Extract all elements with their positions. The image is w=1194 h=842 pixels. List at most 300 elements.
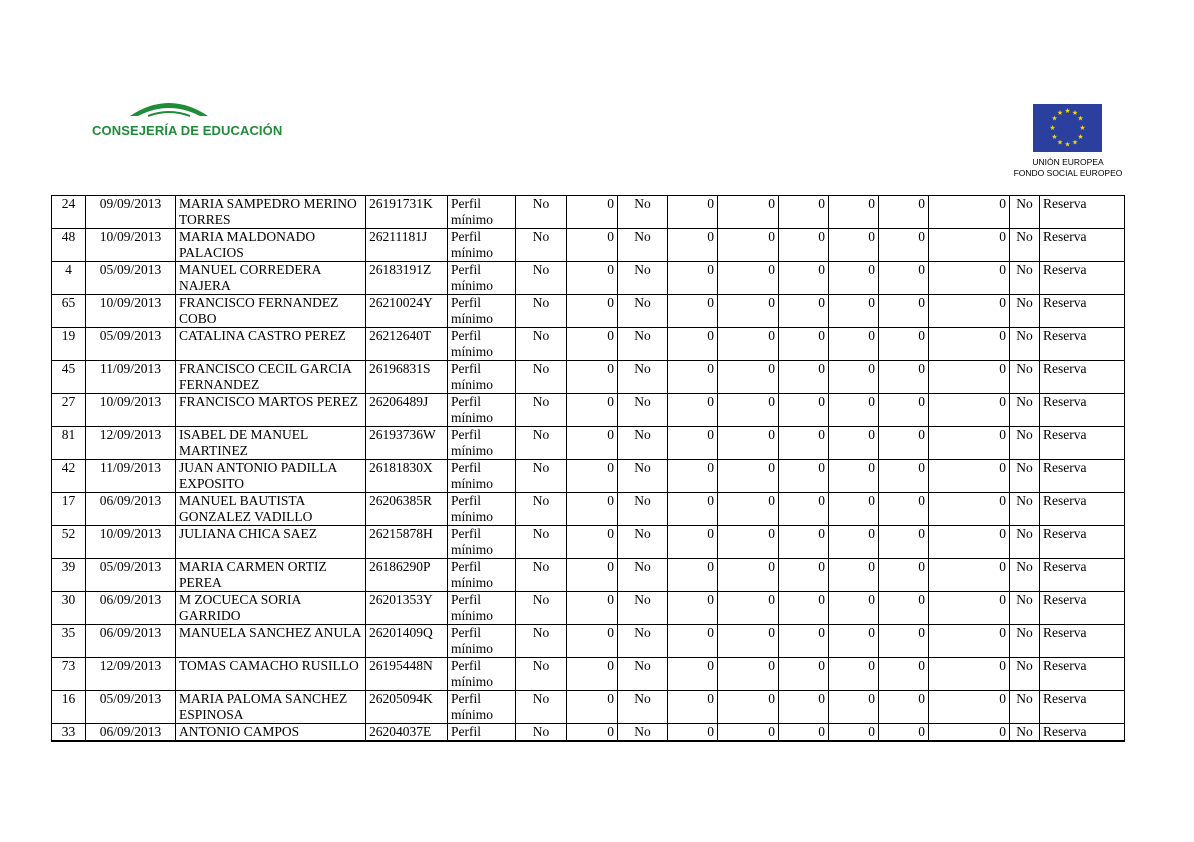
row-date: 06/09/2013 [86, 724, 176, 742]
row-col-2: 0 [567, 229, 618, 262]
row-col-4: 0 [668, 658, 718, 691]
row-col-6: 0 [779, 196, 829, 229]
row-date: 05/09/2013 [86, 691, 176, 724]
table-row [52, 196, 1125, 229]
row-col-9: 0 [929, 229, 1010, 262]
row-col-10: No [1010, 229, 1040, 262]
eu-flag-icon [1033, 104, 1102, 152]
row-perfil: Perfil mínimo [448, 658, 516, 691]
svg-text:★: ★ [1049, 124, 1056, 132]
row-number: 33 [52, 724, 86, 742]
row-col-8: 0 [879, 658, 929, 691]
row-col-9: 0 [929, 691, 1010, 724]
row-col-3: No [618, 526, 668, 559]
row-dni: 26215878H [366, 526, 448, 559]
row-col-7: 0 [829, 724, 879, 742]
row-col-1: No [516, 625, 567, 658]
row-perfil: Perfil mínimo [448, 592, 516, 625]
row-dni: 26186290P [366, 559, 448, 592]
row-dni: 26196831S [366, 361, 448, 394]
row-estado: Reserva [1040, 493, 1125, 526]
row-col-8: 0 [879, 724, 929, 742]
svg-text:★: ★ [1064, 107, 1071, 115]
row-col-3: No [618, 559, 668, 592]
row-col-1: No [516, 592, 567, 625]
row-col-4: 0 [668, 196, 718, 229]
table-row [52, 658, 1125, 691]
table-row [52, 229, 1125, 262]
row-col-8: 0 [879, 361, 929, 394]
row-name: ISABEL DE MANUEL MARTINEZ [176, 427, 366, 460]
row-col-10: No [1010, 493, 1040, 526]
svg-text:★: ★ [1071, 109, 1079, 117]
row-col-1: No [516, 229, 567, 262]
row-name: CATALINA CASTRO PEREZ [176, 328, 366, 361]
row-col-2: 0 [567, 394, 618, 427]
row-col-9: 0 [929, 427, 1010, 460]
row-date: 10/09/2013 [86, 295, 176, 328]
svg-text:★: ★ [1064, 140, 1071, 149]
row-col-2: 0 [567, 559, 618, 592]
row-name: JUAN ANTONIO PADILLA EXPOSITO [176, 460, 366, 493]
row-col-7: 0 [829, 460, 879, 493]
row-col-8: 0 [879, 460, 929, 493]
row-col-5: 0 [718, 427, 779, 460]
row-date: 10/09/2013 [86, 394, 176, 427]
row-name: JULIANA CHICA SAEZ [176, 526, 366, 559]
row-dni: 26191731K [366, 196, 448, 229]
table-row [52, 262, 1125, 295]
row-col-2: 0 [567, 196, 618, 229]
row-col-4: 0 [668, 691, 718, 724]
row-col-4: 0 [668, 328, 718, 361]
candidates-table [51, 195, 1125, 742]
row-perfil: Perfil mínimo [448, 262, 516, 295]
row-col-3: No [618, 361, 668, 394]
row-number: 45 [52, 361, 86, 394]
row-col-5: 0 [718, 526, 779, 559]
row-col-2: 0 [567, 361, 618, 394]
row-col-9: 0 [929, 196, 1010, 229]
row-col-8: 0 [879, 196, 929, 229]
row-dni: 26183191Z [366, 262, 448, 295]
row-number: 16 [52, 691, 86, 724]
row-perfil: Perfil mínimo [448, 229, 516, 262]
row-col-8: 0 [879, 394, 929, 427]
row-dni: 26212640T [366, 328, 448, 361]
row-estado: Reserva [1040, 427, 1125, 460]
row-col-2: 0 [567, 328, 618, 361]
row-col-4: 0 [668, 526, 718, 559]
row-col-7: 0 [829, 229, 879, 262]
row-col-1: No [516, 559, 567, 592]
row-number: 81 [52, 427, 86, 460]
row-estado: Reserva [1040, 658, 1125, 691]
row-col-8: 0 [879, 592, 929, 625]
row-col-5: 0 [718, 559, 779, 592]
row-number: 39 [52, 559, 86, 592]
row-col-3: No [618, 229, 668, 262]
row-col-10: No [1010, 295, 1040, 328]
row-col-1: No [516, 262, 567, 295]
row-name: TOMAS CAMACHO RUSILLO [176, 658, 366, 691]
row-col-2: 0 [567, 724, 618, 742]
row-col-9: 0 [929, 460, 1010, 493]
row-name: MANUEL CORREDERA NAJERA [176, 262, 366, 295]
row-perfil: Perfil mínimo [448, 427, 516, 460]
row-dni: 26206489J [366, 394, 448, 427]
row-col-3: No [618, 493, 668, 526]
row-estado: Reserva [1040, 559, 1125, 592]
row-col-1: No [516, 427, 567, 460]
row-col-6: 0 [779, 262, 829, 295]
row-name: MARIA PALOMA SANCHEZ ESPINOSA [176, 691, 366, 724]
row-estado: Reserva [1040, 262, 1125, 295]
table-row [52, 328, 1125, 361]
row-col-6: 0 [779, 394, 829, 427]
row-col-8: 0 [879, 427, 929, 460]
row-perfil: Perfil mínimo [448, 394, 516, 427]
svg-text:★: ★ [1056, 138, 1064, 147]
row-estado: Reserva [1040, 229, 1125, 262]
row-number: 19 [52, 328, 86, 361]
svg-text:★: ★ [1051, 114, 1058, 123]
row-col-8: 0 [879, 262, 929, 295]
row-col-5: 0 [718, 262, 779, 295]
row-col-9: 0 [929, 328, 1010, 361]
row-col-1: No [516, 394, 567, 427]
row-name: M ZOCUECA SORIA GARRIDO [176, 592, 366, 625]
row-dni: 26211181J [366, 229, 448, 262]
row-col-6: 0 [779, 229, 829, 262]
row-date: 11/09/2013 [86, 361, 176, 394]
row-perfil: Perfil mínimo [448, 559, 516, 592]
row-estado: Reserva [1040, 196, 1125, 229]
row-col-7: 0 [829, 427, 879, 460]
row-col-6: 0 [779, 361, 829, 394]
svg-text:★: ★ [1071, 138, 1079, 147]
row-estado: Reserva [1040, 526, 1125, 559]
row-col-3: No [618, 328, 668, 361]
row-col-4: 0 [668, 229, 718, 262]
row-col-5: 0 [718, 592, 779, 625]
row-col-7: 0 [829, 691, 879, 724]
row-col-2: 0 [567, 592, 618, 625]
row-col-4: 0 [668, 625, 718, 658]
row-dni: 26205094K [366, 691, 448, 724]
row-col-6: 0 [779, 427, 829, 460]
row-col-2: 0 [567, 658, 618, 691]
table-row [52, 724, 1125, 742]
row-col-9: 0 [929, 295, 1010, 328]
eu-logo [1008, 104, 1128, 180]
row-date: 06/09/2013 [86, 592, 176, 625]
consejeria-logo-text: CONSEJERÍA DE EDUCACIÓN [92, 123, 283, 138]
row-col-7: 0 [829, 328, 879, 361]
table-row [52, 526, 1125, 559]
svg-text:★: ★ [1056, 109, 1064, 117]
table-row [52, 460, 1125, 493]
row-col-4: 0 [668, 559, 718, 592]
row-col-10: No [1010, 262, 1040, 295]
row-col-5: 0 [718, 493, 779, 526]
row-col-7: 0 [829, 625, 879, 658]
row-col-7: 0 [829, 262, 879, 295]
row-col-2: 0 [567, 460, 618, 493]
row-number: 27 [52, 394, 86, 427]
row-perfil: Perfil mínimo [448, 361, 516, 394]
row-col-9: 0 [929, 559, 1010, 592]
row-col-2: 0 [567, 493, 618, 526]
row-col-7: 0 [829, 394, 879, 427]
row-dni: 26204037E [366, 724, 448, 742]
row-col-10: No [1010, 328, 1040, 361]
row-estado: Reserva [1040, 625, 1125, 658]
row-perfil: Perfil mínimo [448, 295, 516, 328]
row-col-9: 0 [929, 658, 1010, 691]
table-row [52, 592, 1125, 625]
row-name: FRANCISCO MARTOS PEREZ [176, 394, 366, 427]
row-col-7: 0 [829, 592, 879, 625]
row-col-1: No [516, 724, 567, 742]
row-date: 11/09/2013 [86, 460, 176, 493]
row-col-9: 0 [929, 493, 1010, 526]
row-dni: 26195448N [366, 658, 448, 691]
row-dni: 26201353Y [366, 592, 448, 625]
row-perfil: Perfil mínimo [448, 328, 516, 361]
row-col-6: 0 [779, 691, 829, 724]
row-col-1: No [516, 196, 567, 229]
row-date: 12/09/2013 [86, 427, 176, 460]
row-dni: 26193736W [366, 427, 448, 460]
row-number: 52 [52, 526, 86, 559]
row-col-4: 0 [668, 295, 718, 328]
row-col-6: 0 [779, 526, 829, 559]
table-row [52, 394, 1125, 427]
row-name: MARIA CARMEN ORTIZ PEREA [176, 559, 366, 592]
row-col-5: 0 [718, 229, 779, 262]
row-col-3: No [618, 592, 668, 625]
row-estado: Reserva [1040, 724, 1125, 742]
row-col-2: 0 [567, 427, 618, 460]
row-col-4: 0 [668, 427, 718, 460]
eu-logo-line2: FONDO SOCIAL EUROPEO [1013, 168, 1123, 178]
row-col-3: No [618, 460, 668, 493]
row-col-8: 0 [879, 526, 929, 559]
row-col-1: No [516, 658, 567, 691]
row-col-3: No [618, 724, 668, 742]
row-number: 65 [52, 295, 86, 328]
row-col-10: No [1010, 427, 1040, 460]
row-number: 24 [52, 196, 86, 229]
row-col-3: No [618, 625, 668, 658]
row-col-6: 0 [779, 658, 829, 691]
row-col-4: 0 [668, 361, 718, 394]
table-row [52, 691, 1125, 724]
row-name: MANUEL BAUTISTA GONZALEZ VADILLO [176, 493, 366, 526]
row-col-9: 0 [929, 361, 1010, 394]
row-col-1: No [516, 328, 567, 361]
row-dni: 26181830X [366, 460, 448, 493]
row-col-1: No [516, 295, 567, 328]
row-name: MANUELA SANCHEZ ANULA [176, 625, 366, 658]
row-col-7: 0 [829, 295, 879, 328]
row-col-3: No [618, 295, 668, 328]
row-col-9: 0 [929, 394, 1010, 427]
svg-text:★: ★ [1077, 114, 1084, 123]
row-col-7: 0 [829, 361, 879, 394]
row-col-8: 0 [879, 493, 929, 526]
table-row [52, 361, 1125, 394]
row-number: 30 [52, 592, 86, 625]
row-col-7: 0 [829, 196, 879, 229]
row-name: FRANCISCO FERNANDEZ COBO [176, 295, 366, 328]
row-col-6: 0 [779, 460, 829, 493]
row-col-5: 0 [718, 361, 779, 394]
row-col-5: 0 [718, 691, 779, 724]
row-estado: Reserva [1040, 295, 1125, 328]
row-col-6: 0 [779, 592, 829, 625]
row-col-5: 0 [718, 295, 779, 328]
row-col-3: No [618, 658, 668, 691]
row-estado: Reserva [1040, 394, 1125, 427]
row-col-10: No [1010, 196, 1040, 229]
row-name: MARIA SAMPEDRO MERINO TORRES [176, 196, 366, 229]
row-col-9: 0 [929, 262, 1010, 295]
row-col-1: No [516, 691, 567, 724]
row-col-5: 0 [718, 460, 779, 493]
svg-text:★: ★ [1051, 133, 1058, 141]
row-col-3: No [618, 691, 668, 724]
consejeria-arc-icon [126, 96, 212, 118]
row-number: 4 [52, 262, 86, 295]
row-date: 12/09/2013 [86, 658, 176, 691]
table-row [52, 559, 1125, 592]
row-col-10: No [1010, 361, 1040, 394]
row-dni: 26206385R [366, 493, 448, 526]
row-col-10: No [1010, 691, 1040, 724]
row-col-4: 0 [668, 592, 718, 625]
row-col-2: 0 [567, 625, 618, 658]
row-col-4: 0 [668, 493, 718, 526]
svg-text:★: ★ [1077, 133, 1084, 141]
row-estado: Reserva [1040, 460, 1125, 493]
row-col-8: 0 [879, 229, 929, 262]
row-col-9: 0 [929, 724, 1010, 742]
row-col-5: 0 [718, 724, 779, 742]
row-name: FRANCISCO CECIL GARCIA FERNANDEZ [176, 361, 366, 394]
row-name: ANTONIO CAMPOS [176, 724, 366, 742]
row-col-8: 0 [879, 328, 929, 361]
row-col-7: 0 [829, 559, 879, 592]
row-perfil: Perfil mínimo [448, 625, 516, 658]
row-col-1: No [516, 460, 567, 493]
row-date: 05/09/2013 [86, 559, 176, 592]
row-col-3: No [618, 196, 668, 229]
row-col-1: No [516, 493, 567, 526]
row-col-7: 0 [829, 658, 879, 691]
row-number: 48 [52, 229, 86, 262]
row-date: 05/09/2013 [86, 262, 176, 295]
row-col-6: 0 [779, 625, 829, 658]
row-estado: Reserva [1040, 361, 1125, 394]
row-col-10: No [1010, 592, 1040, 625]
row-col-4: 0 [668, 460, 718, 493]
row-col-4: 0 [668, 394, 718, 427]
row-col-6: 0 [779, 493, 829, 526]
row-number: 17 [52, 493, 86, 526]
row-date: 10/09/2013 [86, 229, 176, 262]
eu-logo-line1: UNIÓN EUROPEA [1032, 157, 1104, 167]
row-perfil: Perfil mínimo [448, 526, 516, 559]
row-col-6: 0 [779, 559, 829, 592]
consejeria-logo [92, 96, 283, 140]
row-col-10: No [1010, 559, 1040, 592]
row-col-5: 0 [718, 658, 779, 691]
row-date: 06/09/2013 [86, 625, 176, 658]
row-perfil: Perfil mínimo [448, 196, 516, 229]
row-col-5: 0 [718, 328, 779, 361]
row-col-10: No [1010, 724, 1040, 742]
row-col-5: 0 [718, 625, 779, 658]
row-estado: Reserva [1040, 691, 1125, 724]
row-col-6: 0 [779, 328, 829, 361]
row-col-6: 0 [779, 724, 829, 742]
table-row [52, 295, 1125, 328]
row-number: 73 [52, 658, 86, 691]
row-col-5: 0 [718, 196, 779, 229]
row-col-9: 0 [929, 625, 1010, 658]
table-row [52, 427, 1125, 460]
row-perfil: Perfil mínimo [448, 493, 516, 526]
row-col-8: 0 [879, 625, 929, 658]
row-col-10: No [1010, 526, 1040, 559]
row-col-8: 0 [879, 295, 929, 328]
row-col-5: 0 [718, 394, 779, 427]
row-perfil: Perfil mínimo [448, 460, 516, 493]
row-col-9: 0 [929, 526, 1010, 559]
row-perfil: Perfil mínimo [448, 691, 516, 724]
row-col-10: No [1010, 625, 1040, 658]
row-date: 05/09/2013 [86, 328, 176, 361]
row-date: 10/09/2013 [86, 526, 176, 559]
row-col-4: 0 [668, 262, 718, 295]
row-col-2: 0 [567, 691, 618, 724]
row-estado: Reserva [1040, 592, 1125, 625]
row-estado: Reserva [1040, 328, 1125, 361]
row-col-1: No [516, 361, 567, 394]
row-number: 35 [52, 625, 86, 658]
table-row [52, 625, 1125, 658]
row-perfil: Perfil [448, 724, 516, 742]
row-col-3: No [618, 427, 668, 460]
row-col-9: 0 [929, 592, 1010, 625]
row-col-2: 0 [567, 262, 618, 295]
row-col-10: No [1010, 394, 1040, 427]
row-col-8: 0 [879, 559, 929, 592]
row-col-3: No [618, 394, 668, 427]
row-number: 42 [52, 460, 86, 493]
row-col-8: 0 [879, 691, 929, 724]
row-col-7: 0 [829, 493, 879, 526]
table-row [52, 493, 1125, 526]
row-date: 09/09/2013 [86, 196, 176, 229]
row-col-7: 0 [829, 526, 879, 559]
row-name: MARIA MALDONADO PALACIOS [176, 229, 366, 262]
svg-text:★: ★ [1079, 124, 1086, 132]
row-col-10: No [1010, 658, 1040, 691]
row-dni: 26201409Q [366, 625, 448, 658]
